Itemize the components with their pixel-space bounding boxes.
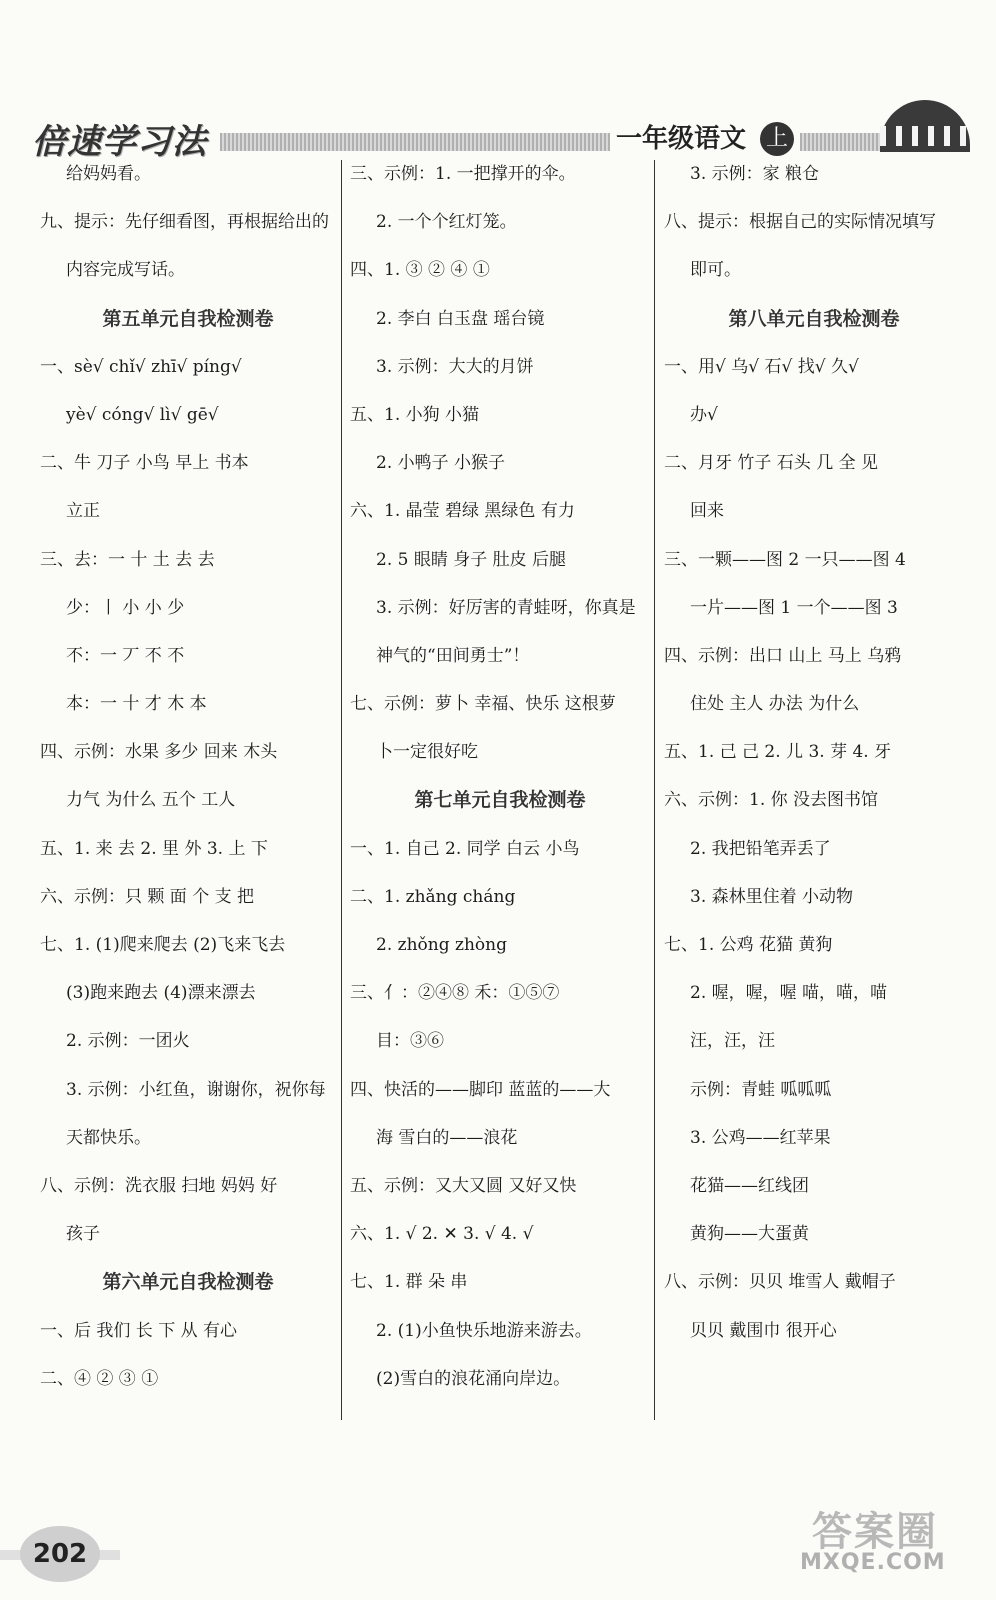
- answer-line: 黄狗——大蛋黄: [690, 1224, 809, 1245]
- answer-line: 内容完成写话。: [66, 260, 185, 281]
- answer-line: 六、1. √ 2. ✕ 3. √ 4. √: [350, 1224, 534, 1245]
- answer-line: 孩子: [66, 1224, 100, 1245]
- answer-line: 六、示例：只 颗 面 个 支 把: [40, 886, 255, 907]
- answer-line: 给妈妈看。: [66, 164, 151, 184]
- answer-line: (3)跑来跑去 (4)漂来漂去: [66, 983, 256, 1004]
- volume-badge: 上: [760, 122, 794, 156]
- answer-line: 花猫——红线团: [690, 1175, 809, 1196]
- answer-line: 一片——图 1 一个——图 3: [690, 597, 898, 618]
- answer-line: 2. zhǒng zhòng: [376, 935, 507, 955]
- series-logo: 倍速学习法: [32, 122, 207, 162]
- answer-line: 卜一定很好吃: [376, 742, 478, 763]
- section-title: 第六单元自我检测卷: [102, 1271, 274, 1294]
- answer-line: 八、提示：根据自己的实际情况填写: [664, 212, 936, 233]
- header-band: [220, 133, 610, 151]
- answer-line: 六、1. 晶莹 碧绿 黑绿色 有力: [350, 501, 575, 522]
- answer-line: 2. 5 眼睛 身子 肚皮 后腿: [376, 549, 567, 570]
- answer-line: 二、④ ② ③ ①: [40, 1368, 159, 1389]
- answer-line: 3. 示例：小红鱼，谢谢你，祝你每: [66, 1079, 326, 1100]
- answer-line: 即可。: [690, 260, 741, 281]
- fence-icon: [880, 126, 970, 146]
- answer-line: 2. 示例：一团火: [66, 1031, 190, 1052]
- watermark-text: 答案圈: [812, 1509, 938, 1555]
- page-number: 202: [20, 1526, 100, 1582]
- answer-line: 七、1. 公鸡 花猫 黄狗: [664, 935, 833, 955]
- answer-column-2: [350, 150, 650, 1403]
- book-title: 一年级语文: [616, 124, 747, 154]
- answer-line: 三、去：一 十 土 去 去: [40, 549, 215, 570]
- answer-line: 少：丨 小 小 少: [66, 597, 185, 618]
- answer-line: 四、快活的——脚印 蓝蓝的——大: [350, 1079, 611, 1100]
- answer-column-1: [40, 150, 336, 1403]
- answer-line: 目：③⑥: [376, 1031, 444, 1052]
- answer-line: 回来: [690, 501, 724, 522]
- answer-line: yè√ cóng√ lì√ gē√: [66, 404, 219, 425]
- answer-line: 示例：青蛙 呱呱呱: [690, 1079, 832, 1100]
- answer-line: 3. 公鸡——红苹果: [690, 1127, 831, 1148]
- answer-line: 办√: [690, 404, 718, 425]
- answer-line: 六、示例：1. 你 没去图书馆: [664, 790, 879, 811]
- section-title: 第七单元自我检测卷: [414, 789, 586, 812]
- answer-line: 2. (1)小鱼快乐地游来游去。: [376, 1320, 592, 1341]
- answer-line: (2)雪白的浪花涌向岸边。: [376, 1368, 571, 1389]
- answer-line: 五、示例：又大又圆 又好又快: [350, 1175, 577, 1196]
- answer-line: 立正: [66, 501, 100, 522]
- answer-line: 汪，汪，汪: [690, 1031, 775, 1052]
- answer-line: 住处 主人 办法 为什么: [690, 694, 860, 715]
- answer-line: 3. 示例：大大的月饼: [376, 356, 534, 377]
- answer-line: 七、1. (1)爬来爬去 (2)飞来飞去: [40, 935, 286, 955]
- answer-line: 3. 森林里住着 小动物: [690, 886, 854, 907]
- section-title: 第五单元自我检测卷: [102, 307, 274, 330]
- answer-line: 七、示例：萝卜 幸福、快乐 这根萝: [350, 694, 616, 715]
- answer-line: 二、牛 刀子 小鸟 早上 书本: [40, 453, 249, 474]
- watermark-url: MXQE.COM: [800, 1550, 946, 1575]
- answer-line: 二、1. zhǎng cháng: [350, 886, 516, 907]
- answer-line: 3. 示例：家 粮仓: [690, 164, 820, 184]
- answer-line: 八、示例：贝贝 堆雪人 戴帽子: [664, 1272, 896, 1293]
- section-title: 第八单元自我检测卷: [728, 307, 900, 330]
- answer-line: 不：一 丆 不 不: [66, 645, 185, 666]
- answer-line: 2. 喔，喔，喔 喵，喵，喵: [690, 983, 888, 1004]
- column-divider: [654, 160, 655, 1420]
- answer-line: 七、1. 群 朵 串: [350, 1272, 468, 1293]
- answer-line: 本：一 十 才 木 本: [66, 694, 207, 715]
- header-band-right: [800, 133, 880, 151]
- column-divider: [341, 160, 342, 1420]
- answer-line: 一、用√ 乌√ 石√ 找√ 久√: [664, 356, 859, 377]
- answer-line: 海 雪白的——浪花: [376, 1127, 518, 1148]
- answer-line: 三、亻：②④⑧ 禾：①⑤⑦: [350, 983, 560, 1004]
- answer-line: 2. 李白 白玉盘 瑶台镜: [376, 308, 545, 329]
- answer-line: 力气 为什么 五个 工人: [66, 790, 236, 811]
- answer-line: 八、示例：洗衣服 扫地 妈妈 好: [40, 1175, 278, 1196]
- answer-line: 三、示例：1. 一把撑开的伞。: [350, 164, 576, 184]
- answer-line: 四、1. ③ ② ④ ①: [350, 260, 490, 281]
- answer-line: 2. 小鸭子 小猴子: [376, 453, 506, 474]
- answer-line: 五、1. 己 己 2. 儿 3. 芽 4. 牙: [664, 742, 892, 763]
- answer-line: 五、1. 小狗 小猫: [350, 404, 480, 425]
- answer-line: 2. 一个个红灯笼。: [376, 212, 517, 233]
- answer-line: 三、一颗——图 2 一只——图 4: [664, 549, 906, 570]
- answer-line: 贝贝 戴围巾 很开心: [690, 1320, 837, 1341]
- answer-line: 一、后 我们 长 下 从 有心: [40, 1320, 238, 1341]
- answer-line: 神气的“田间勇士”！: [376, 645, 530, 666]
- answer-line: 四、示例：出口 山上 马上 乌鸦: [664, 645, 902, 666]
- answer-line: 一、1. 自己 2. 同学 白云 小鸟: [350, 838, 580, 859]
- answer-line: 五、1. 来 去 2. 里 外 3. 上 下: [40, 838, 268, 859]
- answer-line: 2. 我把铅笔弄丢了: [690, 838, 831, 859]
- answer-line: 3. 示例：好厉害的青蛙呀，你真是: [376, 597, 636, 618]
- answer-line: 二、月牙 竹子 石头 几 全 见: [664, 453, 879, 474]
- answer-line: 天都快乐。: [66, 1127, 151, 1148]
- answer-line: 四、示例：水果 多少 回来 木头: [40, 742, 278, 763]
- answer-line: 九、提示：先仔细看图，再根据给出的: [40, 212, 329, 233]
- answer-line: 一、sè√ chǐ√ zhī√ píng√: [40, 356, 242, 377]
- answer-column-3: [664, 150, 964, 1355]
- watermark-logo: [800, 1500, 980, 1580]
